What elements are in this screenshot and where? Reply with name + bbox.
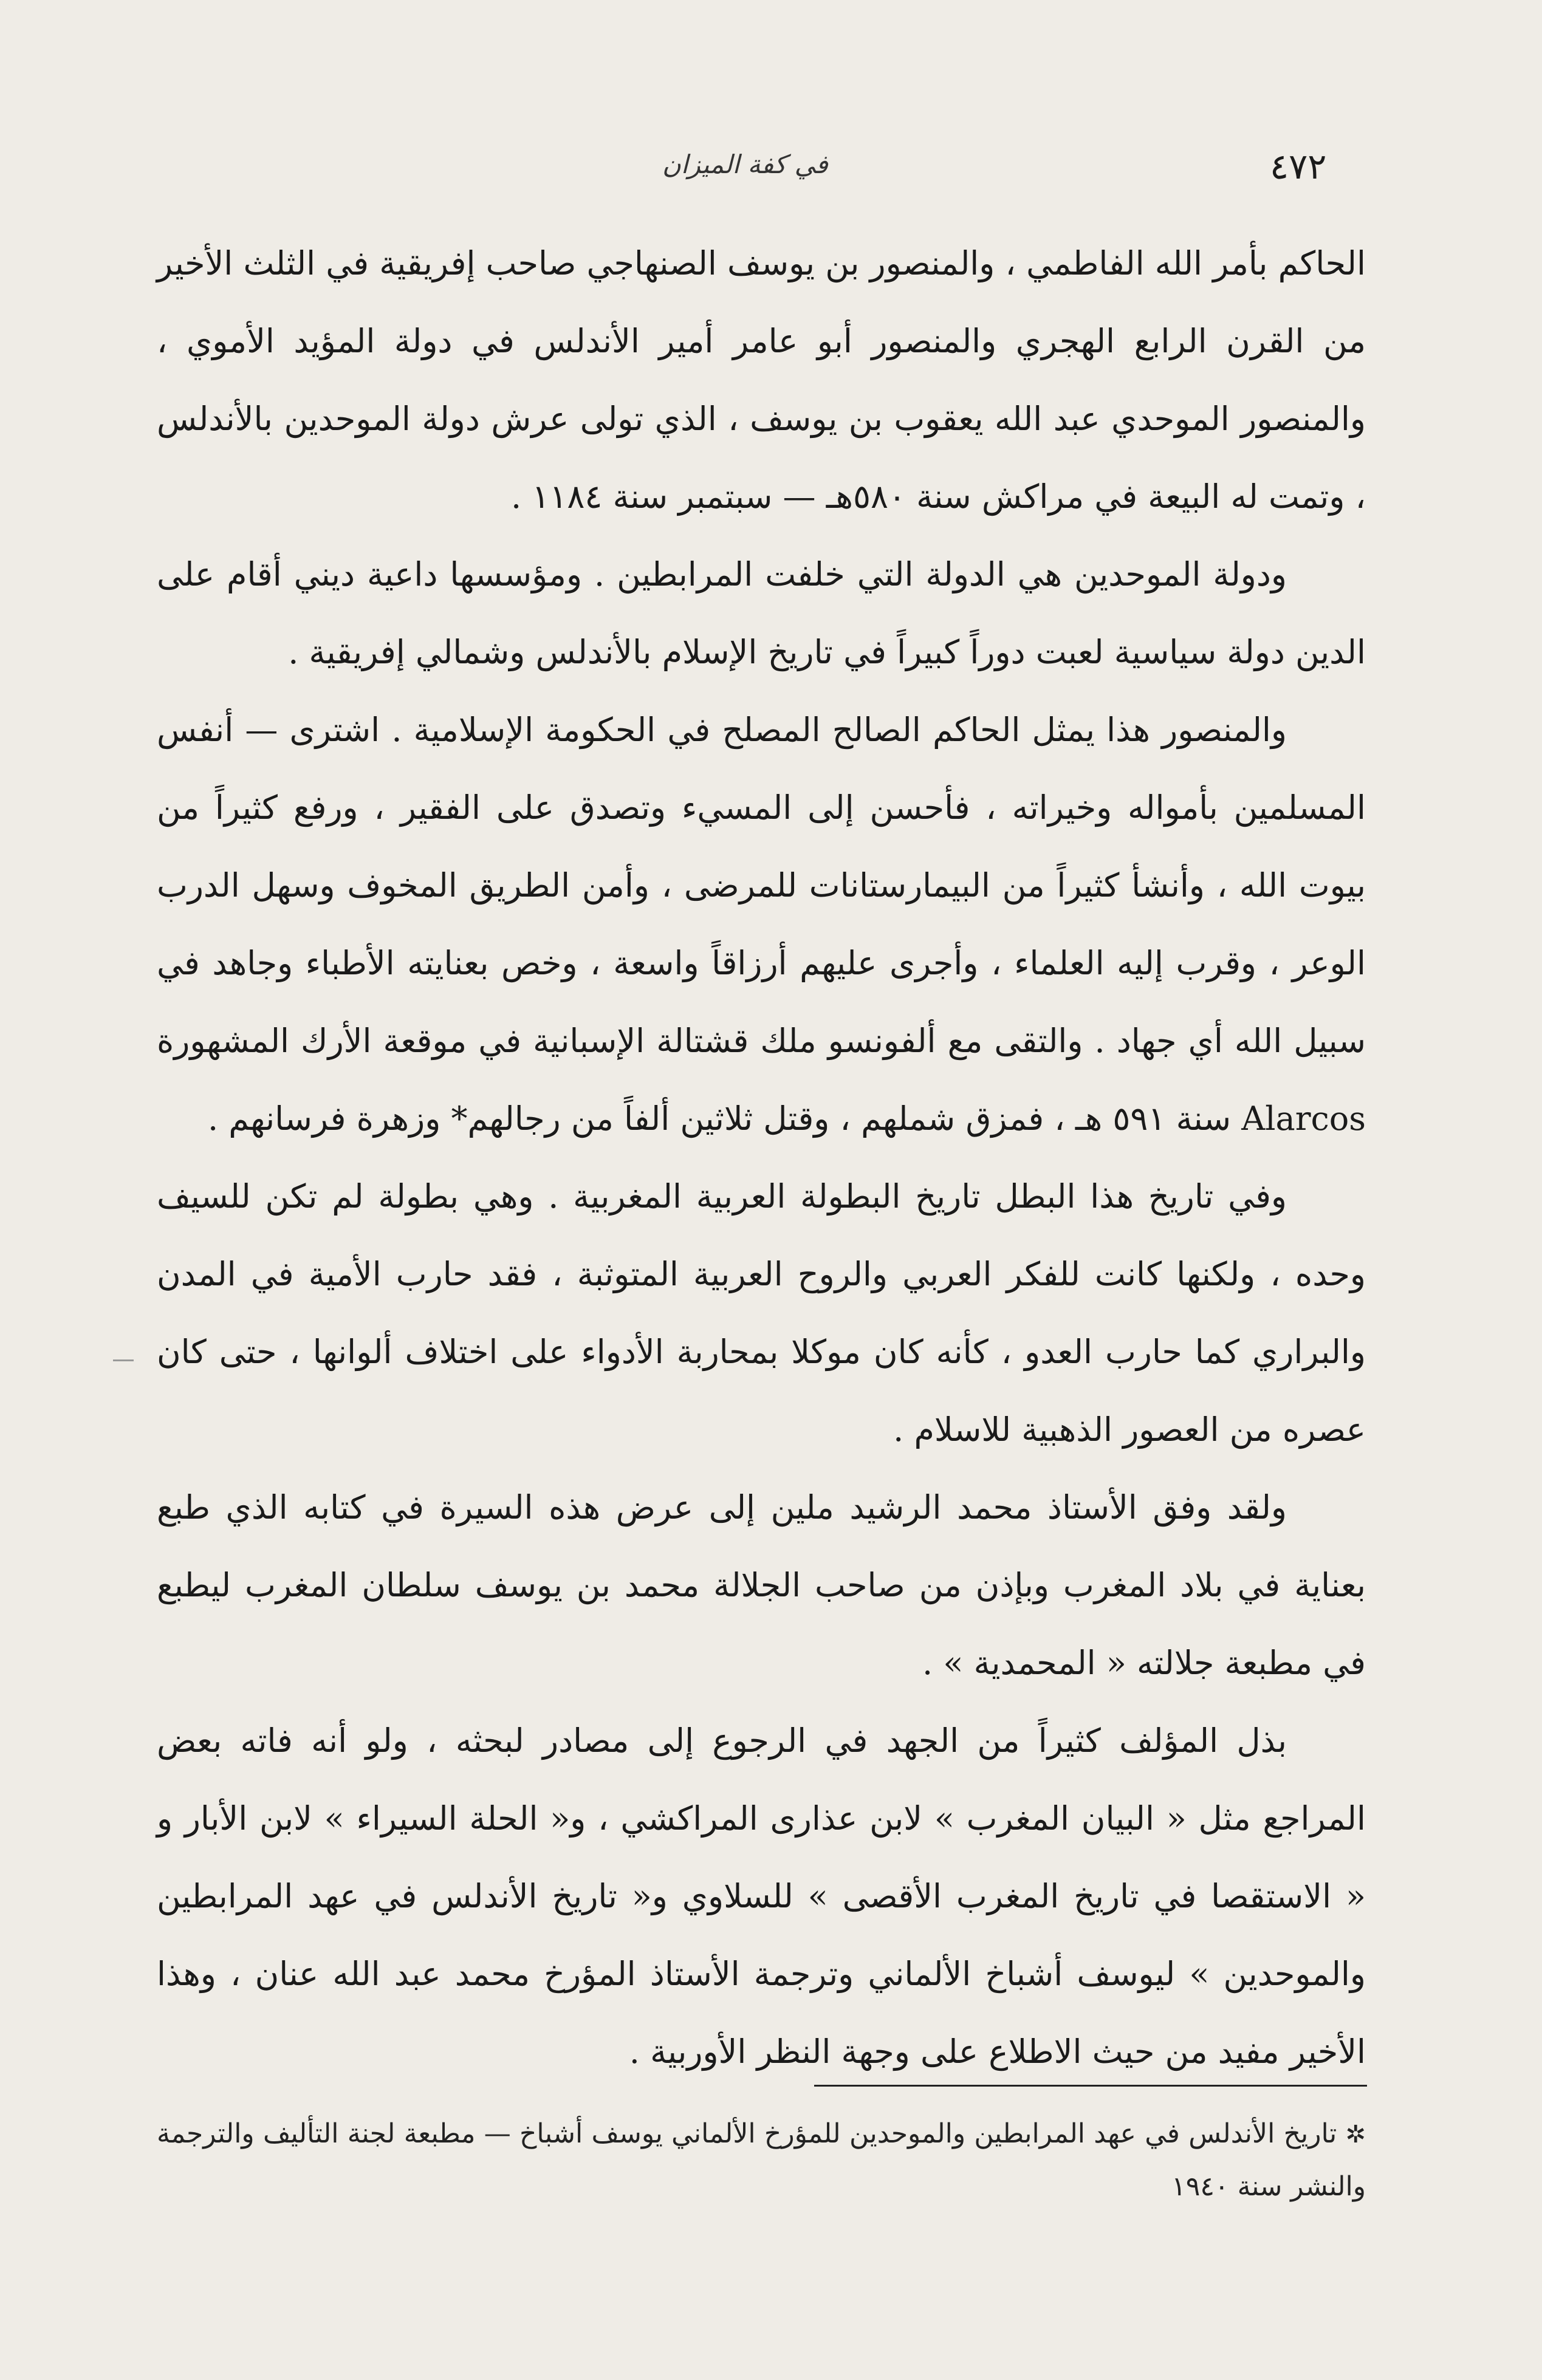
paragraph: الحاكم بأمر الله الفاطمي ، والمنصور بن يوسف الصنهاجي صاحب إفريقية في الثلث الأخير من القرن الرابع الهجري والمنصور أبو عامر أمير الأندلس في دولة المؤيد الأموي ، والمنصور الموحدي عبد الله يعقوب بن يوسف ، الذي تولى عرش دولة الموحدين بالأندلس ، وتمت له البيعة في مراكش سنة ٥٨٠هـ — سبتمبر سنة ١١٨٤ . bbox=[157, 244, 1366, 516]
page-header bbox=[0, 146, 1542, 200]
paragraph: ودولة الموحدين هي الدولة التي خلفت المرابطين . ومؤسسها داعية ديني أقام على الدين دولة سياسية لعبت دوراً كبيراً في تاريخ الإسلام بالأندلس وشمالي إفريقية . bbox=[157, 555, 1366, 671]
footnote-divider bbox=[814, 2085, 1367, 2087]
page-number: ٤٧٢ bbox=[1270, 146, 1327, 187]
footnote-marker-icon: ✲ bbox=[1345, 2121, 1366, 2149]
footnote bbox=[157, 2108, 1366, 2213]
main-text bbox=[157, 225, 1366, 2091]
paragraph: بذل المؤلف كثيراً من الجهد في الرجوع إلى مصادر لبحثه ، ولو أنه فاته بعض المراجع مثل « البيان المغرب » لابن عذارى المراكشي ، و« الحلة السيراء » لابن الأبار و « الاستقصا في تاريخ المغرب الأقصى » للسلاوي و« تاريخ الأندلس في عهد المرابطين والموحدين » ليوسف أشباخ الألماني وترجمة الأستاذ المؤرخ محمد عبد الله عنان ، وهذا الأخير مفيد من حيث الاطلاع على وجهة النظر الأوربية . bbox=[157, 1722, 1366, 2071]
paragraph: والمنصور هذا يمثل الحاكم الصالح المصلح في الحكومة الإسلامية . اشترى — أنفس المسلمين بأمواله وخيراته ، فأحسن إلى المسيء وتصدق على الفقير ، ورفع كثيراً من بيوت الله ، وأنشأ كثيراً من البيمارستانات للمرضى ، وأمن الطريق المخوف وسهل الدرب الوعر ، وقرب إليه العلماء ، وأجرى عليهم أرزاقاً واسعة ، وخص بعنايته الأطباء وجاهد في سبيل الله أي جهاد . والتقى مع ألفونسو ملك قشتالة الإسبانية في موقعة الأرك المشهورة Alarcos سنة ٥٩١ هـ ، فمزق شملهم ، وقتل ثلاثين ألفاً من رجالهم* وزهرة فرسانهم . bbox=[157, 711, 1366, 1138]
paragraph: ولقد وفق الأستاذ محمد الرشيد ملين إلى عرض هذه السيرة في كتابه الذي طبع بعناية في بلاد المغرب وبإذن من صاحب الجلالة محمد بن يوسف سلطان المغرب ليطبع في مطبعة جلالته « المحمدية » . bbox=[157, 1488, 1366, 1682]
footnote-text: تاريخ الأندلس في عهد المرابطين والموحدين للمؤرخ الألماني يوسف أشباخ — مطبعة لجنة التأليف والترجمة والنشر سنة ١٩٤٠ bbox=[157, 2118, 1366, 2202]
running-title: في كفة الميزان bbox=[662, 149, 828, 179]
paragraph: وفي تاريخ هذا البطل تاريخ البطولة العربية المغربية . وهي بطولة لم تكن للسيف وحده ، ولكنها كانت للفكر العربي والروح العربية المتوثبة ، فقد حارب الأمية في المدن والبراري كما حارب العدو ، كأنه كان موكلا بمحاربة الأدواء على اختلاف ألوانها ، حتى كان عصره من العصور الذهبية للاسلام . bbox=[157, 1177, 1366, 1449]
margin-mark bbox=[113, 1359, 134, 1361]
